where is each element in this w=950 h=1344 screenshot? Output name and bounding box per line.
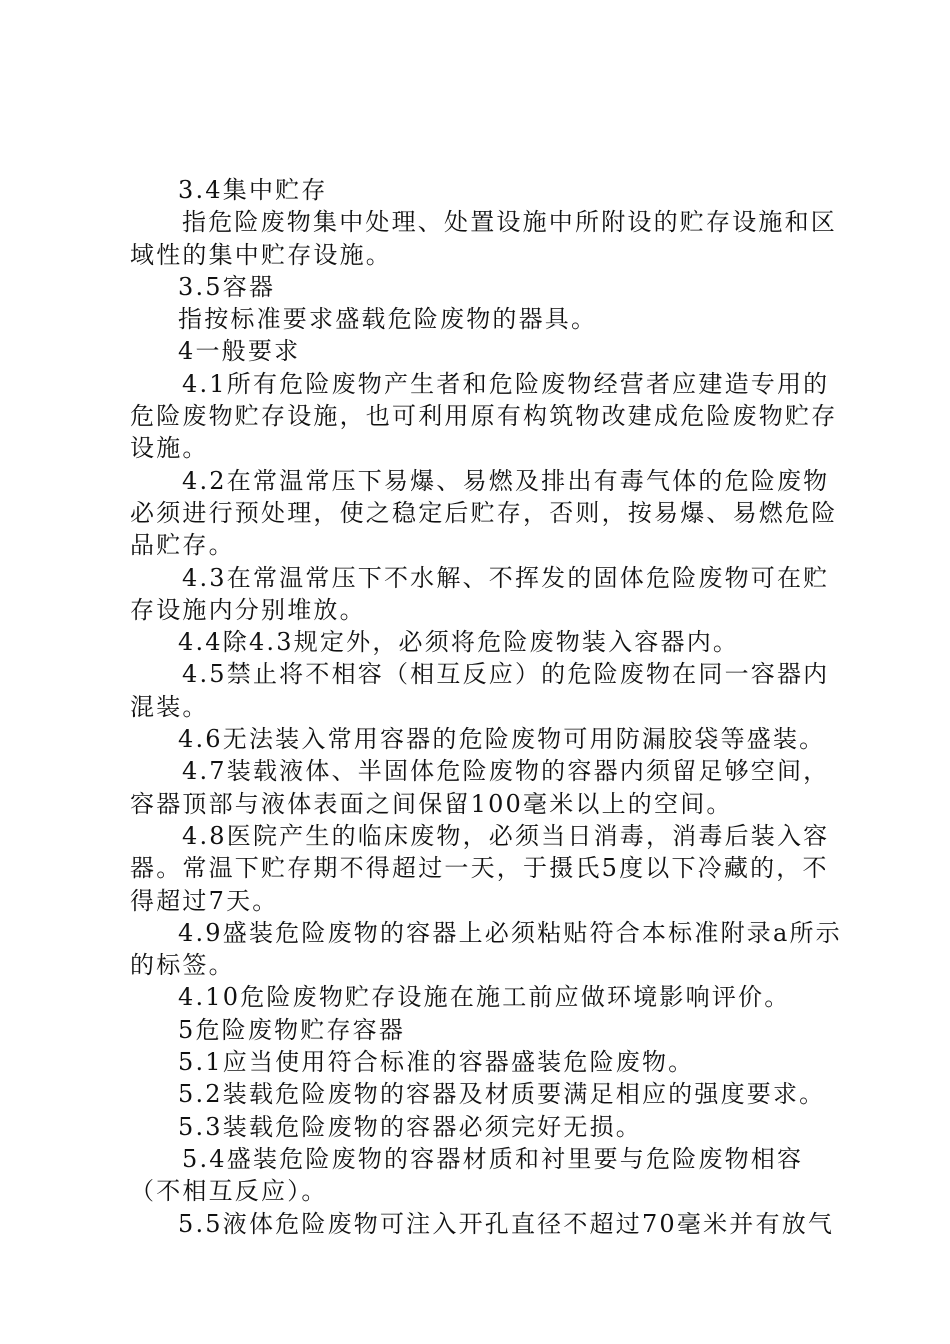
text-line: 4.6无法装入常用容器的危险废物可用防漏胶袋等盛装。 bbox=[178, 725, 826, 754]
text-line: 5.3装载危险废物的容器必须完好无损。 bbox=[178, 1112, 642, 1141]
text-line: 指按标准要求盛载危险废物的器具。 bbox=[178, 305, 598, 334]
text-line: 域性的集中贮存设施。 bbox=[130, 240, 392, 269]
text-line: 必须进行预处理，使之稳定后贮存，否则，按易爆、易燃危险 bbox=[130, 498, 838, 527]
text-line: 3.4集中贮存 bbox=[178, 176, 328, 204]
text-line: 5.5液体危险废物可注入开孔直径不超过70毫米并有放气 bbox=[178, 1209, 835, 1238]
text-line: （不相互反应）。 bbox=[130, 1177, 328, 1206]
text-line: 4.8医院产生的临床废物，必须当日消毒，消毒后装入容 bbox=[182, 821, 830, 850]
text-line: 指危险废物集中处理、处置设施中所附设的贮存设施和区 bbox=[182, 208, 837, 237]
text-line: 5.1应当使用符合标准的容器盛装危险废物。 bbox=[178, 1048, 695, 1077]
text-line: 4.7装载液体、半固体危险废物的容器内须留足够空间， bbox=[182, 757, 830, 786]
text-line: 4.10危险废物贮存设施在施工前应做环境影响评价。 bbox=[178, 983, 791, 1012]
text-line: 5.2装载危险废物的容器及材质要满足相应的强度要求。 bbox=[178, 1080, 826, 1109]
text-line: 4.3在常温常压下不水解、不挥发的固体危险废物可在贮 bbox=[182, 563, 830, 592]
text-line: 4.1所有危险废物产生者和危险废物经营者应建造专用的 bbox=[182, 369, 830, 398]
text-line: 品贮存。 bbox=[130, 531, 235, 560]
text-line: 5危险废物贮存容器 bbox=[178, 1015, 406, 1044]
text-line: 4.2在常温常压下易爆、易燃及排出有毒气体的危险废物 bbox=[182, 466, 830, 495]
text-line: 得超过7天。 bbox=[130, 886, 279, 915]
text-line: 的标签。 bbox=[130, 951, 235, 980]
document-body bbox=[130, 174, 842, 1240]
text-line: 器。常温下贮存期不得超过一天，于摄氏5度以下冷藏的，不 bbox=[130, 854, 829, 883]
text-line: 存设施内分别堆放。 bbox=[130, 595, 366, 624]
text-line: 3.5容器 bbox=[178, 272, 276, 301]
text-line: 4.9盛装危险废物的容器上必须粘贴符合本标准附录a所示 bbox=[178, 918, 842, 947]
text-line: 4一般要求 bbox=[178, 337, 301, 366]
text-line: 4.4除4.3规定外，必须将危险废物装入容器内。 bbox=[178, 628, 740, 657]
text-line: 5.4盛装危险废物的容器材质和衬里要与危险废物相容 bbox=[182, 1144, 804, 1173]
text-line: 危险废物贮存设施，也可利用原有构筑物改建成危险废物贮存 bbox=[130, 402, 838, 431]
text-line: 4.5禁止将不相容（相互反应）的危险废物在同一容器内 bbox=[182, 660, 830, 689]
text-line: 混装。 bbox=[130, 692, 209, 721]
text-line: 容器顶部与液体表面之间保留100毫米以上的空间。 bbox=[130, 789, 733, 818]
text-line: 设施。 bbox=[130, 434, 209, 463]
